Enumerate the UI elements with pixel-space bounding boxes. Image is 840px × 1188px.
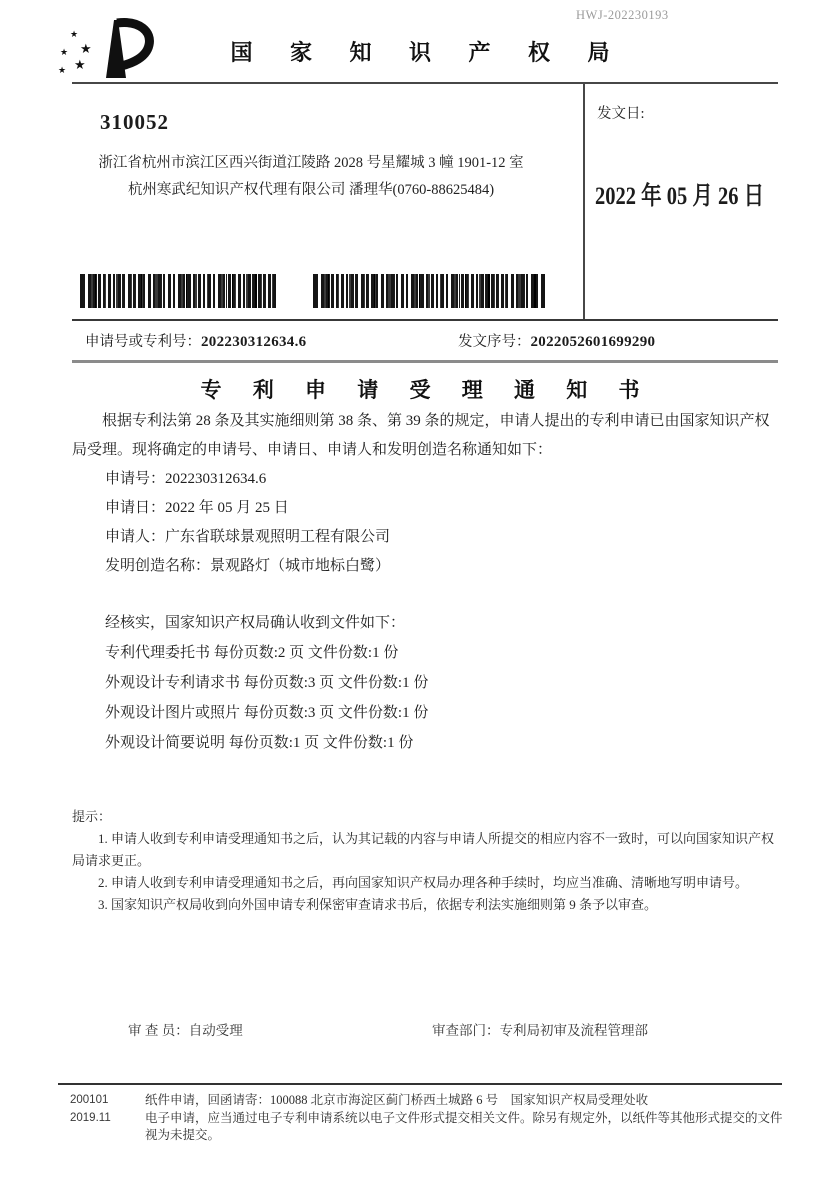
barcode-application-number (80, 274, 276, 308)
document-reference-number: HWJ-202230193 (576, 8, 669, 22)
footer-code: 2019.11 (70, 1111, 111, 1124)
agency-title: 国 家 知 识 产 权 局 (230, 40, 626, 65)
title-divider-line (72, 360, 778, 363)
footer-notes (145, 1092, 790, 1145)
addressee-address: 浙江省杭州市滨江区西兴街道江陵路 2028 号星耀城 3 幢 1901-12 室 (98, 155, 524, 171)
addressee-agency-contact: 杭州寒武纪知识产权代理有限公司 潘理华(0760-88625484) (127, 182, 495, 198)
field-invention-name: 发明创造名称：景观路灯（城市地标白鹭） (105, 558, 391, 574)
dispatch-date-value: 2022 年 05 月 26 日 (595, 183, 765, 210)
dispatch-date-label: 发文日: (597, 106, 645, 122)
star-icon: ★ (70, 29, 79, 39)
received-document-item: 外观设计图片或照片 每份页数:3 页 文件份数:1 份 (105, 705, 429, 721)
footer-divider-line (58, 1083, 782, 1085)
star-icon: ★ (58, 65, 67, 75)
received-documents-heading: 经核实，国家知识产权局确认收到文件如下： (105, 615, 406, 631)
examiner-label: 审 查 员： (128, 1023, 189, 1038)
addressee-block (76, 150, 546, 204)
star-icon: ★ (60, 47, 69, 57)
footer-note-electronic: 电子申请，应当通过电子专利申请系统以电子文件形式提交相关文件。除另有规定外，以纸件等其他形式提交的文件视为未提交。 (145, 1110, 783, 1142)
notice-title: 专 利 申 请 受 理 通 知 书 (200, 378, 653, 402)
field-applicant: 申请人：广东省联球景观照明工程有限公司 (105, 529, 391, 545)
serial-number-value: 2022052601699290 (530, 334, 656, 350)
serial-number-label: 发文序号： (458, 334, 531, 350)
notice-body (72, 407, 778, 758)
spacer (72, 581, 778, 609)
received-document-item: 专利代理委托书 每份页数:2 页 文件份数:1 份 (105, 645, 399, 661)
field-application-date: 申请日：2022 年 05 月 25 日 (105, 500, 289, 516)
serial-number-group (458, 330, 655, 351)
notice-intro-paragraph: 根据专利法第 28 条及其实施细则第 38 条、第 39 条的规定，申请人提出的专利申请已由国家知识产权局受理。现将确定的申请号、申请日、申请人和发明创造名称通知如下： (72, 413, 770, 458)
received-document-item: 外观设计简要说明 每份页数:1 页 文件份数:1 份 (105, 735, 414, 751)
department-group (432, 1019, 648, 1039)
application-number-label: 申请号或专利号： (85, 334, 201, 350)
department-value: 专利局初审及流程管理部 (499, 1023, 648, 1038)
field-application-number: 申请号：202230312634.6 (105, 471, 267, 487)
footer-codes (70, 1092, 111, 1127)
barcode-divider-line (72, 319, 778, 321)
examiner-group (128, 1019, 243, 1039)
received-document-item: 外观设计专利请求书 每份页数:3 页 文件份数:1 份 (105, 675, 429, 691)
postal-code: 310052 (100, 110, 169, 134)
examiner-value: 自动受理 (188, 1023, 243, 1038)
tip-item: 3. 国家知识产权局收到向外国申请专利保密审查请求书后，依据专利法实施细则第 9 条予以审查。 (98, 897, 658, 912)
tips-heading: 提示： (72, 809, 112, 824)
star-icon: ★ (80, 41, 92, 56)
tips-section (72, 806, 784, 916)
application-number-group (85, 330, 306, 351)
barcode-serial-number (313, 274, 545, 308)
application-number-value: 202230312634.6 (201, 334, 307, 350)
tip-item: 2. 申请人收到专利申请受理通知书之后，再向国家知识产权局办理各种手续时，均应当准确、清晰地写明申请号。 (98, 875, 749, 890)
department-label: 审查部门： (432, 1023, 500, 1038)
footer-code: 200101 (70, 1094, 109, 1106)
star-icon: ★ (74, 57, 86, 72)
tip-item: 1. 申请人收到专利申请受理通知书之后，认为其记载的内容与申请人所提交的相应内容不一致时，可以向国家知识产权局请求更正。 (72, 831, 775, 868)
dispatch-box-divider-line (583, 84, 585, 319)
header-divider-line (72, 82, 778, 84)
footer-note-paper: 纸件申请，回函请寄：100088 北京市海淀区蓟门桥西土城路 6 号 国家知识产权局受理处收 (145, 1093, 649, 1107)
